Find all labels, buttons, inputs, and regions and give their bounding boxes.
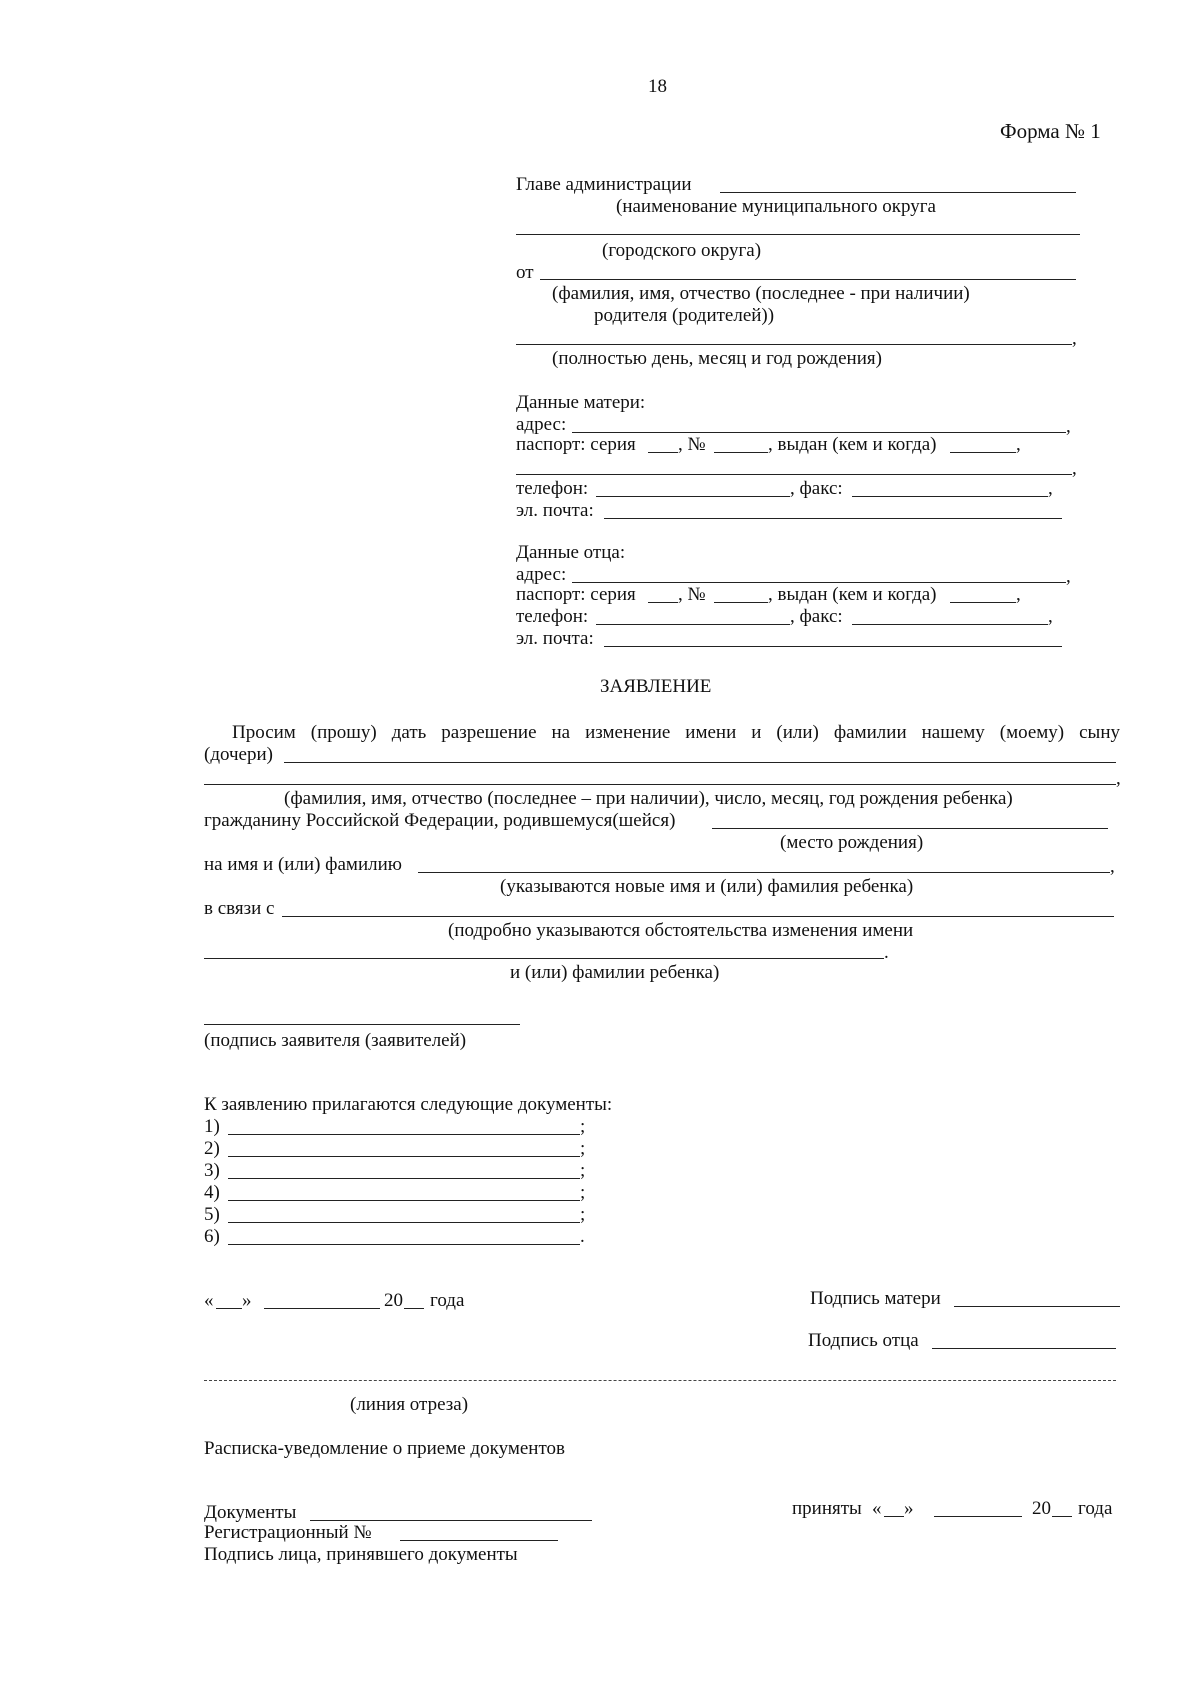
mother-issued-label: , выдан (кем и когда) — [768, 434, 937, 455]
birthplace-field[interactable] — [712, 828, 1108, 829]
period: . — [580, 1226, 585, 1247]
form-label: Форма № 1 — [1000, 119, 1101, 143]
receipt-documents-label: Документы — [204, 1502, 297, 1523]
receipt-date-close-quote: » — [904, 1498, 914, 1519]
semicolon: ; — [580, 1160, 586, 1181]
cut-line-label: (линия отреза) — [350, 1394, 469, 1415]
mother-passport-series-field[interactable] — [648, 452, 678, 453]
father-phone-field[interactable] — [596, 624, 790, 625]
comma: , — [1110, 856, 1115, 877]
accepter-signature-label: Подпись лица, принявшего документы — [204, 1544, 518, 1565]
circumstances-hint: (подробно указываются обстоятельства изменения имени — [448, 920, 914, 941]
receipt-documents-field[interactable] — [310, 1520, 592, 1521]
receipt-year-prefix: 20 — [1032, 1498, 1051, 1519]
father-title: Данные отца: — [516, 542, 626, 563]
mother-signature-field[interactable] — [954, 1306, 1120, 1307]
mother-issued-field[interactable] — [950, 452, 1016, 453]
birthplace-hint: (место рождения) — [780, 832, 924, 853]
attachments-title: К заявлению прилагаются следующие документы: — [204, 1094, 613, 1115]
father-email-field[interactable] — [604, 646, 1062, 647]
child-name-field[interactable] — [284, 762, 1116, 763]
birth-date-field[interactable] — [516, 344, 1072, 345]
semicolon: ; — [580, 1182, 586, 1203]
statement-title: ЗАЯВЛЕНИЕ — [600, 676, 712, 697]
father-phone-label: телефон: — [516, 606, 589, 627]
attachment-number: 2) — [204, 1138, 220, 1159]
father-issued-label: , выдан (кем и когда) — [768, 584, 937, 605]
comma: , — [1116, 768, 1121, 789]
date-day-field[interactable] — [216, 1308, 242, 1309]
mother-phone-label: телефон: — [516, 478, 589, 499]
semicolon: ; — [580, 1116, 586, 1137]
year-prefix: 20 — [384, 1290, 403, 1311]
father-passport-no-field[interactable] — [714, 602, 768, 603]
attachment-number: 5) — [204, 1204, 220, 1225]
father-issued-field[interactable] — [950, 602, 1016, 603]
due-to-label: в связи с — [204, 898, 275, 919]
attachment-number: 3) — [204, 1160, 220, 1181]
period: . — [884, 942, 889, 963]
father-fax-label: , факс: — [790, 606, 843, 627]
reg-number-label: Регистрационный № — [204, 1522, 372, 1543]
circumstances-hint-2: и (или) фамилии ребенка) — [510, 962, 720, 983]
father-fax-field[interactable] — [852, 624, 1048, 625]
year-word: года — [430, 1290, 465, 1311]
comma: , — [1066, 416, 1071, 437]
attachment-field[interactable] — [228, 1134, 580, 1135]
page-number: 18 — [648, 76, 667, 97]
attachment-number: 6) — [204, 1226, 220, 1247]
receipt-title: Расписка-уведомление о приеме документов — [204, 1438, 565, 1459]
father-address-field[interactable] — [572, 582, 1066, 583]
mother-passport-series-label: паспорт: серия — [516, 434, 636, 455]
father-signature-field[interactable] — [932, 1348, 1116, 1349]
father-signature-label: Подпись отца — [808, 1330, 919, 1351]
applicant-signature-field[interactable] — [204, 1024, 520, 1025]
comma: , — [1072, 458, 1077, 479]
child-name-continued-field[interactable] — [204, 784, 1116, 785]
citizen-label: гражданину Российской Федерации, родившемуся(шейся) — [204, 810, 676, 831]
to-name-label: на имя и (или) фамилию — [204, 854, 402, 875]
birth-hint: (полностью день, месяц и год рождения) — [552, 348, 882, 369]
semicolon: ; — [580, 1204, 586, 1225]
semicolon: ; — [580, 1138, 586, 1159]
mother-passport-no-label: , № — [678, 434, 706, 455]
comma: , — [1066, 566, 1071, 587]
mother-title: Данные матери: — [516, 392, 646, 413]
parent-hint-1: (фамилия, имя, отчество (последнее - при наличии) — [552, 283, 970, 304]
attachment-field[interactable] — [228, 1222, 580, 1223]
attachment-field[interactable] — [228, 1178, 580, 1179]
attachment-field[interactable] — [228, 1244, 580, 1245]
municipal-name-field[interactable] — [516, 234, 1080, 235]
comma: , — [1072, 328, 1077, 349]
attachment-field[interactable] — [228, 1200, 580, 1201]
attachment-field[interactable] — [228, 1156, 580, 1157]
date-close-quote: » — [242, 1290, 252, 1311]
circumstances-field[interactable] — [282, 916, 1114, 917]
from-label: от — [516, 262, 534, 283]
mother-address-label: адрес: — [516, 414, 567, 435]
mother-passport-no-field[interactable] — [714, 452, 768, 453]
new-name-hint: (указываются новые имя и (или) фамилия ребенка) — [500, 876, 914, 897]
parent-hint-2: родителя (родителей)) — [594, 305, 775, 326]
mother-address-field[interactable] — [572, 432, 1066, 433]
father-address-label: адрес: — [516, 564, 567, 585]
receipt-accepted-label: приняты — [792, 1498, 862, 1519]
father-email-label: эл. почта: — [516, 628, 594, 649]
father-passport-series-label: паспорт: серия — [516, 584, 636, 605]
cut-line — [204, 1380, 1116, 1381]
father-passport-no-label: , № — [678, 584, 706, 605]
receipt-date-open-quote: « — [872, 1498, 882, 1519]
mother-email-field[interactable] — [604, 518, 1062, 519]
attachment-number: 1) — [204, 1116, 220, 1137]
to-head-label: Главе администрации — [516, 174, 692, 195]
date-month-field[interactable] — [264, 1308, 380, 1309]
date-year-field[interactable] — [404, 1308, 424, 1309]
request-line: Просим (прошу) дать разрешение на изменение имени и (или) фамилии нашему (моему) сыну — [232, 722, 1120, 743]
receipt-date-month-field[interactable] — [934, 1516, 1022, 1517]
municipal-hint: (наименование муниципального округа — [616, 196, 936, 217]
father-passport-series-field[interactable] — [648, 602, 678, 603]
comma: , — [1048, 606, 1053, 627]
receipt-year-word: года — [1078, 1498, 1113, 1519]
child-hint: (фамилия, имя, отчество (последнее – при наличии), число, месяц, год рождения ребенка) — [284, 788, 1013, 809]
applicant-signature-hint: (подпись заявителя (заявителей) — [204, 1030, 467, 1051]
mother-phone-field[interactable] — [596, 496, 790, 497]
mother-email-label: эл. почта: — [516, 500, 594, 521]
parent-name-field[interactable] — [540, 279, 1076, 280]
receipt-date-day-field[interactable] — [884, 1516, 904, 1517]
receipt-date-year-field[interactable] — [1052, 1516, 1072, 1517]
head-name-field[interactable] — [720, 192, 1076, 193]
mother-fax-field[interactable] — [852, 496, 1048, 497]
new-name-field[interactable] — [418, 872, 1110, 873]
mother-signature-label: Подпись матери — [810, 1288, 941, 1309]
daughter-label: (дочери) — [204, 744, 273, 765]
date-open-quote: « — [204, 1290, 214, 1311]
attachment-number: 4) — [204, 1182, 220, 1203]
reg-number-field[interactable] — [400, 1540, 558, 1541]
city-hint: (городского округа) — [602, 240, 762, 261]
comma: , — [1016, 584, 1021, 605]
comma: , — [1048, 478, 1053, 499]
mother-fax-label: , факс: — [790, 478, 843, 499]
comma: , — [1016, 434, 1021, 455]
circumstances-continued-field[interactable] — [204, 958, 884, 959]
mother-issued-continued-field[interactable] — [516, 474, 1072, 475]
